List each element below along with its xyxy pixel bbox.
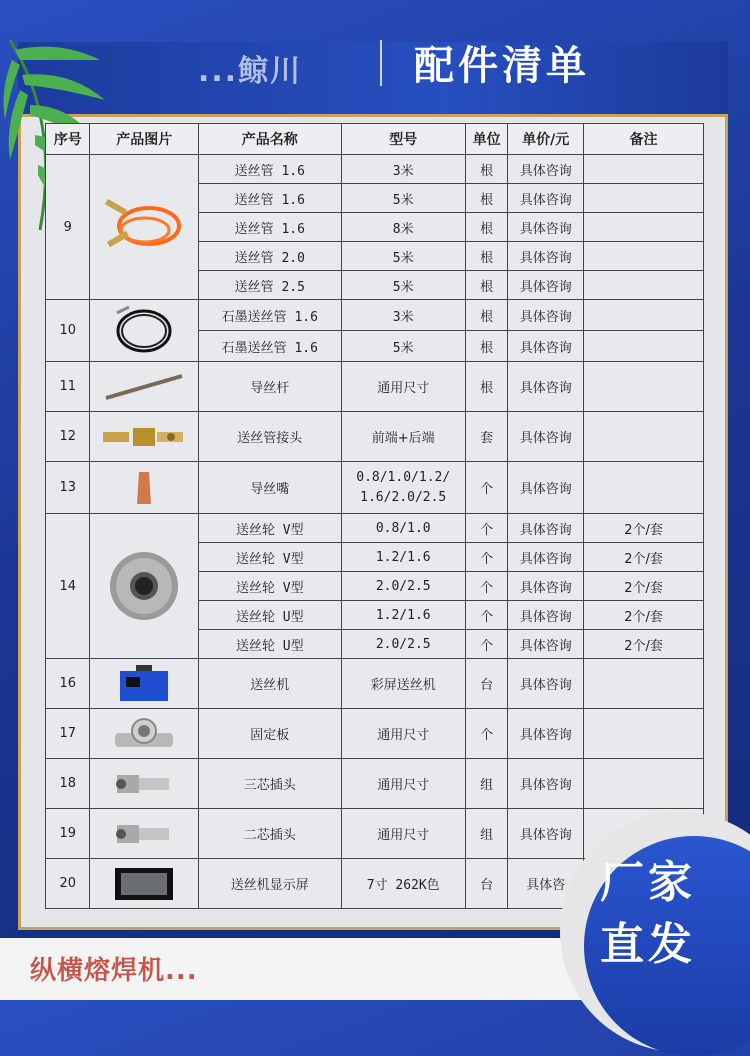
cell-unit: 个 [465,572,507,601]
cell-name: 送丝管 1.6 [199,184,341,213]
cell-note [584,300,704,331]
cell-model: 通用尺寸 [341,809,465,859]
cell-name: 导丝嘴 [199,462,341,514]
cell-unit: 组 [465,759,507,809]
cell-price: 具体咨询 [508,213,584,242]
brand-logo: ...鲸川 [197,54,303,89]
cell-note [584,362,704,412]
cell-no: 12 [46,412,90,462]
header-divider [380,40,382,86]
table-header-row [46,124,704,155]
cell-no: 17 [46,709,90,759]
cell-model: 1.2/1.6 [341,543,465,572]
cell-name: 送丝管 2.0 [199,242,341,271]
product-image-mount-plate [90,709,199,759]
cell-unit: 根 [465,213,507,242]
cell-note: 2个/套 [584,601,704,630]
cell-unit: 根 [465,242,507,271]
product-image-guide-rod [90,362,199,412]
cell-model: 前端+后端 [341,412,465,462]
cell-no: 20 [46,859,90,909]
cell-unit: 个 [465,543,507,572]
cell-price: 具体咨询 [508,543,584,572]
cell-model: 通用尺寸 [341,759,465,809]
factory-badge-text [600,852,720,976]
table-row [46,514,704,543]
cell-model: 3米 [341,300,465,331]
cell-name: 送丝轮 V型 [199,514,341,543]
cell-note [584,659,704,709]
cell-model: 彩屏送丝机 [341,659,465,709]
cell-model: 5米 [341,242,465,271]
feed-roller-icon [104,546,184,626]
product-image-contact-tip [90,462,199,514]
cell-name: 固定板 [199,709,341,759]
cell-unit: 个 [465,709,507,759]
cell-model-line1: 0.8/1.0/1.2/ [356,469,451,485]
table-row [46,300,704,331]
cell-note: 2个/套 [584,630,704,659]
cell-no: 16 [46,659,90,709]
cell-name: 送丝机显示屏 [199,859,341,909]
cell-name: 送丝管接头 [199,412,341,462]
cell-model: 5米 [341,331,465,362]
footer-text: 纵横熔焊机... [30,956,198,986]
contact-tip-icon [129,468,159,508]
cell-name: 石墨送丝管 1.6 [199,331,341,362]
col-header-image: 产品图片 [90,124,199,155]
cell-price: 具体咨询 [508,271,584,300]
cell-note [584,759,704,809]
cell-model: 5米 [341,271,465,300]
cell-note [584,213,704,242]
black-hose-icon [109,303,179,358]
cell-name: 导丝杆 [199,362,341,412]
cell-model: 通用尺寸 [341,362,465,412]
table-row [46,362,704,412]
table-row [46,155,704,184]
cell-name: 石墨送丝管 1.6 [199,300,341,331]
cell-unit: 台 [465,859,507,909]
cell-unit: 根 [465,155,507,184]
cell-price: 具体咨询 [508,184,584,213]
cell-model: 5米 [341,184,465,213]
col-header-price: 单价/元 [508,124,584,155]
cell-model: 3米 [341,155,465,184]
cell-price: 具体咨询 [508,572,584,601]
cell-note: 2个/套 [584,572,704,601]
product-image-2pin-plug [90,809,199,859]
cell-name: 送丝管 1.6 [199,155,341,184]
cell-name: 送丝轮 U型 [199,601,341,630]
product-image-wire-feeder [90,659,199,709]
three-pin-plug-icon [109,765,179,803]
cell-model: 2.0/2.5 [341,572,465,601]
product-image-hose [90,155,199,300]
badge-line2: 直发 [600,919,696,970]
cell-note [584,462,704,514]
table-row [46,659,704,709]
cell-unit: 个 [465,601,507,630]
col-header-note: 备注 [584,124,704,155]
cell-model: 7寸 262K色 [341,859,465,909]
cell-name: 二芯插头 [199,809,341,859]
cell-no: 11 [46,362,90,412]
cell-model: 1.2/1.6 [341,601,465,630]
cell-price: 具体咨询 [508,709,584,759]
cell-price: 具体咨询 [508,759,584,809]
mount-plate-icon [109,713,179,755]
two-pin-plug-icon [109,815,179,853]
cell-unit: 个 [465,514,507,543]
cell-model-line2: 1.6/2.0/2.5 [360,489,447,505]
product-image-feed-roller [90,514,199,659]
cell-unit: 个 [465,630,507,659]
cell-no: 14 [46,514,90,659]
badge-line1: 厂家 [600,857,696,908]
cell-price: 具体咨询 [508,300,584,331]
cell-unit: 根 [465,331,507,362]
cell-name: 送丝轮 V型 [199,572,341,601]
col-header-no: 序号 [46,124,90,155]
cell-unit: 组 [465,809,507,859]
cell-price: 具体咨询 [508,601,584,630]
cell-unit: 根 [465,300,507,331]
orange-hose-icon [99,192,189,262]
header-bar-overlay [18,42,728,114]
cell-no: 18 [46,759,90,809]
cell-price: 具体咨询 [508,514,584,543]
cell-model: 0.8/1.0 [341,514,465,543]
cell-no: 10 [46,300,90,362]
brass-connector-icon [99,420,189,454]
cell-name: 送丝管 2.5 [199,271,341,300]
cell-price: 具体咨询 [508,462,584,514]
cell-unit: 根 [465,184,507,213]
cell-no: 19 [46,809,90,859]
page-title: 配件清单 [414,43,590,89]
col-header-unit: 单位 [465,124,507,155]
cell-no: 9 [46,155,90,300]
product-image-connector [90,412,199,462]
cell-note [584,709,704,759]
cell-model: 8米 [341,213,465,242]
cell-price: 具体咨询 [508,809,584,859]
cell-note [584,412,704,462]
cell-name: 送丝管 1.6 [199,213,341,242]
cell-note [584,242,704,271]
cell-note [584,331,704,362]
table-row [46,462,704,514]
cell-unit: 台 [465,659,507,709]
display-screen-icon [111,864,177,904]
table-row [46,759,704,809]
cell-unit: 套 [465,412,507,462]
cell-note [584,155,704,184]
cell-note: 2个/套 [584,543,704,572]
cell-note: 2个/套 [584,514,704,543]
product-image-display [90,859,199,909]
cell-unit: 根 [465,362,507,412]
cell-price: 具体咨询 [508,155,584,184]
cell-model: 通用尺寸 [341,709,465,759]
cell-unit: 个 [465,462,507,514]
cell-name: 送丝轮 V型 [199,543,341,572]
cell-model [341,462,465,514]
guide-rod-icon [102,370,186,404]
cell-price: 具体咨询 [508,331,584,362]
cell-price: 具体咨 [508,859,584,909]
cell-unit: 根 [465,271,507,300]
cell-note [584,184,704,213]
cell-name: 三芯插头 [199,759,341,809]
cell-no: 13 [46,462,90,514]
cell-price: 具体咨询 [508,362,584,412]
col-header-model: 型号 [341,124,465,155]
table-row [46,412,704,462]
cell-price: 具体咨询 [508,242,584,271]
table-row [46,709,704,759]
cell-model: 2.0/2.5 [341,630,465,659]
cell-price: 具体咨询 [508,630,584,659]
cell-name: 送丝轮 U型 [199,630,341,659]
cell-price: 具体咨询 [508,659,584,709]
cell-note [584,271,704,300]
wire-feeder-icon [114,663,174,705]
product-image-graphite-hose [90,300,199,362]
parts-table [45,123,704,909]
cell-price: 具体咨询 [508,412,584,462]
cell-name: 送丝机 [199,659,341,709]
col-header-name: 产品名称 [199,124,341,155]
product-image-3pin-plug [90,759,199,809]
